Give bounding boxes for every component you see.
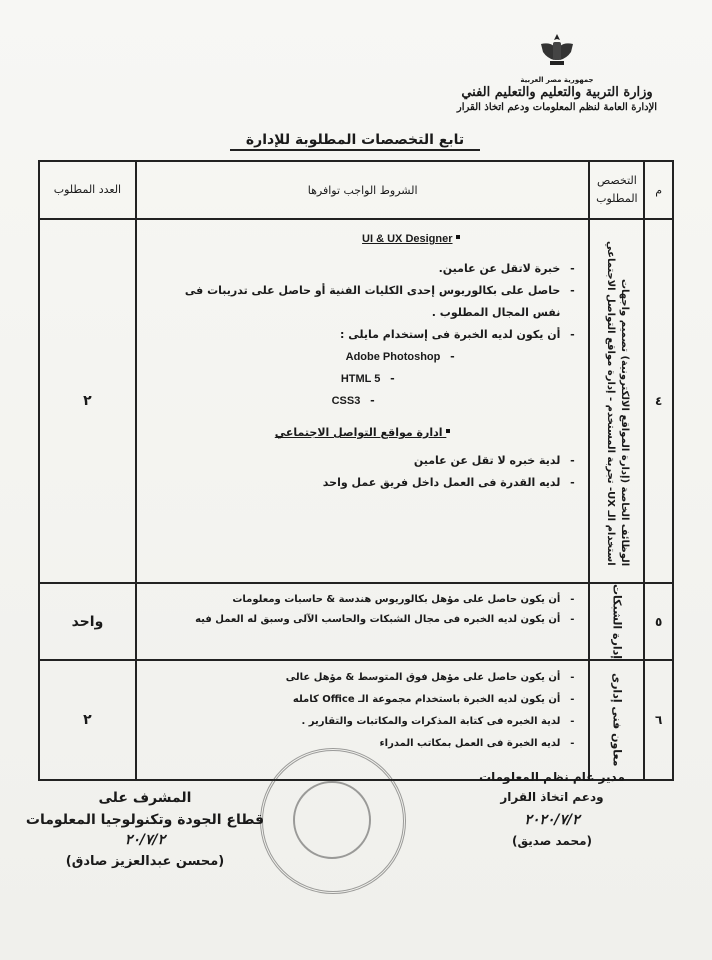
department-name: الإدارة العامة لنظم المعلومات ودعم اتخاذ القرار xyxy=(456,102,658,113)
bullet-icon xyxy=(446,429,450,433)
signer-title: مدير عام نظم المعلومات xyxy=(479,770,625,784)
table-header-row xyxy=(39,161,673,219)
list-item: - أن يكون حاصل على مؤهل بكالوريوس هندسة & حاسبات ومعلومات xyxy=(232,594,575,605)
header-specialty: التخصص المطلوب xyxy=(589,161,644,219)
table-row xyxy=(39,219,673,583)
section-title-social: ادارة مواقع التواصل الاجتماعي xyxy=(155,422,578,444)
signer-name: (محسن عبدالعزيز صادق) xyxy=(65,854,225,869)
header-count: العدد المطلوب xyxy=(39,161,136,219)
ministry-name: وزارة التربية والتعليم والتعليم الفني xyxy=(461,85,653,100)
eagle-emblem-icon xyxy=(537,30,577,70)
list-item: - لديه القدرة فى العمل داخل فريق عمل واحد xyxy=(322,476,575,489)
row-number: ٤ xyxy=(644,219,673,583)
signer-name: (محمد صديق) xyxy=(511,834,593,848)
tool-item: - Adobe Photoshop xyxy=(345,350,455,363)
header-m: م xyxy=(644,161,673,219)
count-cell: ٢ xyxy=(39,660,136,780)
specialty-cell xyxy=(589,583,644,660)
row-number: ٦ xyxy=(644,660,673,780)
count-cell: واحد xyxy=(39,583,136,660)
list-item: - أن يكون حاصل على مؤهل فوق المتوسط & مؤهل عالى xyxy=(285,672,575,684)
tool-item: - CSS3 xyxy=(331,394,375,407)
list-item: - حاصل على بكالوريوس إحدى الكليات الفنية أو حاصل على تدريبات فى نفس المجال المطلوب . xyxy=(184,284,575,319)
specialty-text: معاون فنى إدارى xyxy=(610,673,624,767)
specialty-text: إدارة الشبكات xyxy=(610,584,624,660)
official-seal-stamp xyxy=(260,748,406,894)
list-item: - أن يكون لديه الخبرة فى إستخدام مايلى : xyxy=(340,328,575,341)
list-item: - أن يكون لديه الخبرة باستخدام مجموعة الـ Office كامله xyxy=(292,694,575,706)
signature-date: ٢٠/٧/٢ xyxy=(124,832,166,848)
conditions-cell xyxy=(136,583,589,660)
signer-subtitle: ودعم اتخاذ القرار xyxy=(500,790,604,804)
list-item: - لديه الخبرة فى العمل بمكاتب المدراء xyxy=(379,738,575,750)
specialties-table xyxy=(38,160,674,781)
page-title: تابع التخصصات المطلوبة للإدارة xyxy=(230,132,480,151)
bullet-icon xyxy=(456,235,460,239)
section-title-ui-ux xyxy=(155,228,578,250)
letterhead xyxy=(442,30,672,113)
list-item: - أن يكون لديه الخبره فى مجال الشبكات والحاسب الآلى وسبق له العمل فيه xyxy=(195,614,575,625)
specialty-cell xyxy=(589,660,644,780)
list-item: - خبرة لاتقل عن عامين. xyxy=(438,262,575,275)
signature-block-right xyxy=(452,770,652,848)
specialty-text: الوظائف الخاصة (إدارة المواقع الالكترونية) تصميم واجهات استخدام الـ UX- تجربة المستخدم - إدارة مواقع التواصل الاجتماعي xyxy=(604,241,630,566)
header-conditions: الشروط الواجب توافرها xyxy=(136,161,589,219)
list-item: - لدية الخبره فى كتابة المذكرات والمكاتبات والتقارير . xyxy=(301,716,575,728)
tool-item: - HTML 5 xyxy=(340,372,395,385)
table-row xyxy=(39,583,673,660)
row-number: ٥ xyxy=(644,583,673,660)
count-cell: ٢ xyxy=(39,219,136,583)
specialty-cell xyxy=(589,219,644,583)
signer-title: المشرف على xyxy=(98,790,192,806)
signer-subtitle: قطاع الجودة وتكنولوجيا المعلومات xyxy=(25,812,265,828)
ui-ux-title: UI & UX Designer xyxy=(362,233,453,245)
conditions-cell xyxy=(136,219,589,583)
list-item: - لدية خبره لا تقل عن عامين xyxy=(413,454,575,467)
country-name: جمهورية مصر العربية xyxy=(520,76,594,84)
signature-block-left xyxy=(20,790,270,869)
signature-date: ٢٠٢٠/٧/٢ xyxy=(524,812,580,828)
